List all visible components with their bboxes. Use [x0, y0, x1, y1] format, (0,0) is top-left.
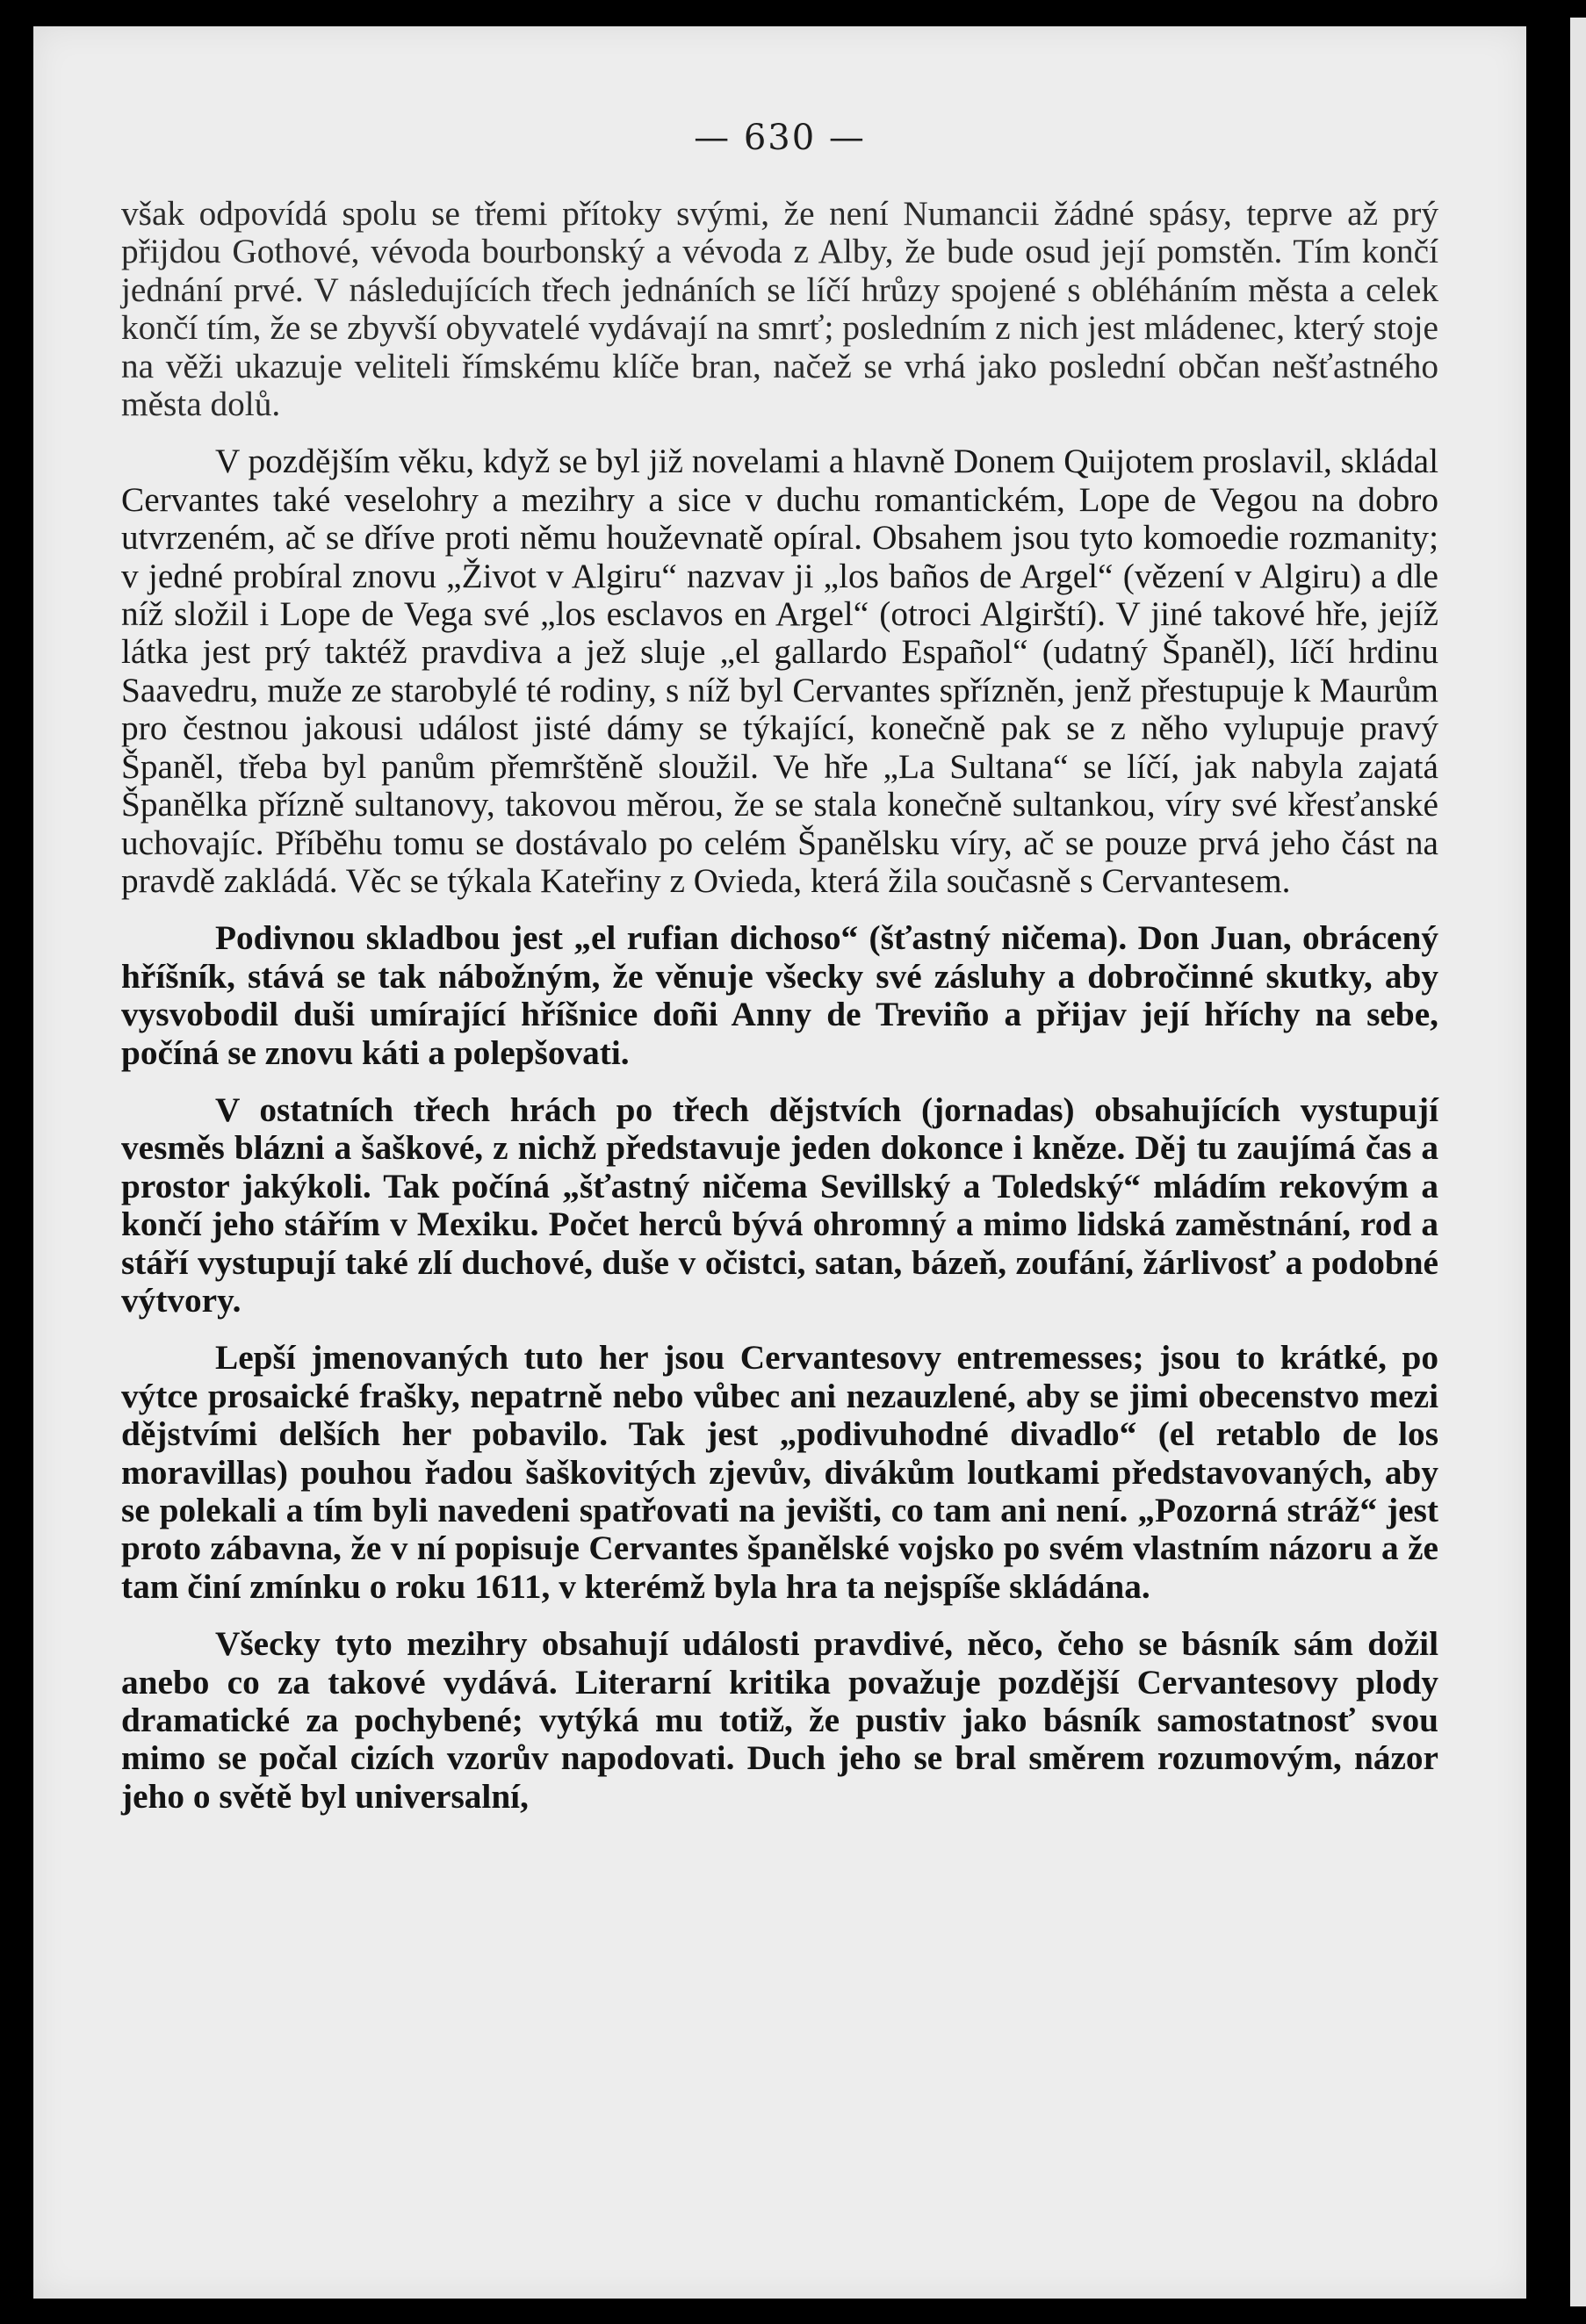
- paragraph-6: Všecky tyto mezihry obsahují události pravdivé, něco, čeho se básník sám dožil anebo co za takové vydává. Literarní kritika považuje pozdější Cervantesovy plody dramatické za pochybené; vytýká mu totiž, že pustiv jako básník samostatnosť svou mimo se počal cizích vzorův napodovati. Duch jeho se bral směrem rozumovým, názor jeho o světě byl universalní,: [121, 1624, 1438, 1816]
- paragraph-2: V pozdějším věku, když se byl již novelami a hlavně Donem Quijotem proslavil, skládal Cervantes také veselohry a mezihry a sice v duchu romantickém, Lope de Vegou na dobro utvrzeném, ač se dříve proti němu houževnatě opíral. Obsahem jsou tyto komoedie rozmanity; v jedné probíral znovu „Život v Algiru“ nazvav ji „los baños de Argel“ (vězení v Algiru) a dle níž složil i Lope de Vega své „los esclavos en Argel“ (otroci Algirští). V jiné takové hře, jejíž látka jest prý taktéž pravdiva a jež sluje „el gallardo Español“ (udatný Španěl), líčí hrdinu Saavedru, muže ze starobylé té rodiny, s níž byl Cervantes spřízněn, jenž přestupuje k Maurům pro čestnou jakousi událost jisté dámy se týkající, konečně pak se z něho vylupuje pravý Španěl, třeba byl panům přemrštěně sloužil. Ve hře „La Sultana“ se líčí, jak nabyla zajatá Španělka přízně sultanovy, takovou měrou, že se stala konečně sultankou, víry své křesťanské uchovajíc. Příběhu tomu se dostávalo po celém Španělsku víry, ač se pouze prvá jeho část na pravdě zakládá. Věc se týkala Kateřiny z Ovieda, která žila současně s Cervantesem.: [121, 442, 1438, 900]
- document-page: [33, 26, 1526, 2299]
- paragraph-4: V ostatních třech hrách po třech dějstvích (jornadas) obsahujících vystupují vesměs blázni a šaškové, z nichž představuje jeden dokonce i kněze. Děj tu zaujímá čas a prostor jakýkoli. Tak počíná „šťastný ničema Sevillský a Toledský“ mládím rekovým a končí jeho stářím v Mexiku. Počet herců bývá ohromný a mimo lidská zaměstnání, rod a stáří vystupují také zlí duchové, duše v očistci, satan, bázeň, zoufání, žárlivosť a podobné výtvory.: [121, 1090, 1438, 1320]
- paragraph-1: však odpovídá spolu se třemi přítoky svými, že není Numancii žádné spásy, teprve až prý přijdou Gothové, vévoda bourbonský a vévoda z Alby, že bude osud její pomstěn. Tím končí jednání prvé. V následujících třech jednáních se líčí hrůzy spojené s obléháním města a celek končí tím, že se zbyvší obyvatelé vydávají na smrť; posledním z nich jest mládenec, který stoje na věži ukazuje veliteli římskému klíče bran, načež se vrhá jako poslední občan nešťastného města dolů.: [121, 194, 1438, 424]
- paragraph-5: Lepší jmenovaných tuto her jsou Cervantesovy entremesses; jsou to krátké, po výtce prosaické frašky, nepatrně nebo vůbec ani nezauzlené, aby se jimi obecenstvo mezi dějstvími delších her pobavilo. Tak jest „podivuhodné divadlo“ (el retablo de los moravillas) pouhou řadou šaškovitých zjevův, divákům loutkami představovaných, aby se polekali a tím byli navedeni spatřovati na jevišti, co tam ani není. „Pozorná stráž“ jest proto zábavna, že v ní popisuje Cervantes španělské vojsko po svém vlastním názoru a že tam činí zmínku o roku 1611, v kterémž byla hra ta nejspíše skládána.: [121, 1338, 1438, 1606]
- page-text: [121, 195, 1438, 1835]
- paragraph-3: Podivnou skladbou jest „el rufian dichoso“ (šťastný ničema). Don Juan, obrácený hříšník, stává se tak nábožným, že věnuje všecky své zásluhy a dobročinné skutky, aby vysvobodil duši umírající hříšnice doñi Anny de Treviño a přijav její hříchy na sebe, počíná se znovu káti a polepšovati.: [121, 918, 1438, 1072]
- adjacent-page-edge: [1570, 18, 1586, 2306]
- page-number: — 630 —: [694, 118, 866, 158]
